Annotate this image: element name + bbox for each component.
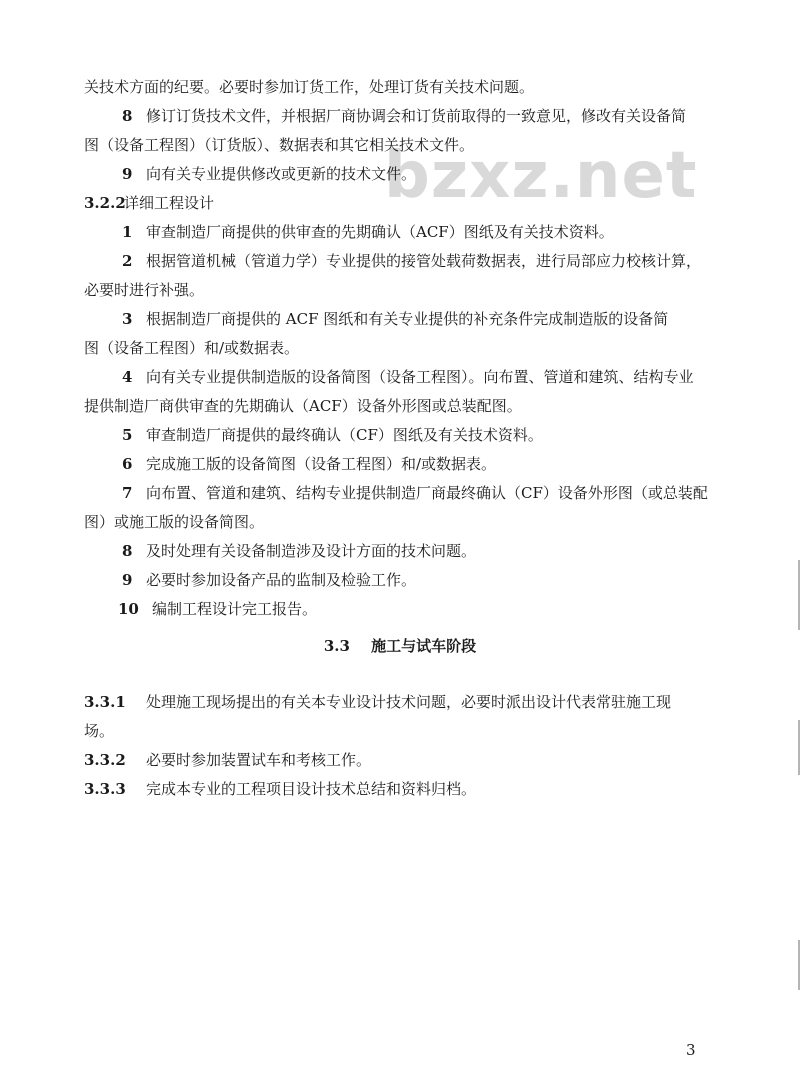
line-text: 审查制造厂商提供的最终确认（CF）图纸及有关技术资料。 [146,426,543,444]
clause-number: 3.3.3 [84,780,126,798]
line-text: 审查制造厂商提供的供审查的先期确认（ACF）图纸及有关技术资料。 [146,223,614,241]
line-text: 编制工程设计完工报告。 [152,600,318,618]
line-text: 必要时进行补强。 [84,281,205,299]
line-text: 场。 [84,722,115,740]
line-text: 及时处理有关设备制造涉及设计方面的技术问题。 [146,542,477,560]
item-number: 5 [122,426,133,444]
line-text: 向布置、管道和建筑、结构专业提供制造厂商最终确认（CF）设备外形图（或总装配 [146,484,708,502]
item-number: 8 [122,107,133,125]
clause-number: 3.2.2 [84,194,126,212]
item-number: 4 [122,368,133,386]
section-heading [0,636,800,656]
line-text: 提供制造厂商供审查的先期确认（ACF）设备外形图或总装配图。 [84,397,522,415]
line-text: 修订订货技术文件，并根据厂商协调会和订货前取得的一致意见，修改有关设备简 [146,107,687,125]
line-text: 必要时参加装置试车和考核工作。 [146,751,372,769]
section-title: 施工与试车阶段 [371,637,477,655]
item-number: 2 [122,252,133,270]
item-number: 7 [122,484,133,502]
clause-number: 3.3.1 [84,693,126,711]
line-text: 图（设备工程图）（订货版）、数据表和其它相关技术文件。 [84,136,475,154]
item-number: 6 [122,455,133,473]
line-text: 向有关专业提供修改或更新的技术文件。 [146,165,417,183]
item-number: 9 [122,165,133,183]
watermark: bzxz.net [384,139,698,213]
line-text: 根据制造厂商提供的 ACF 图纸和有关专业提供的补充条件完成制造版的设备简 [146,310,669,328]
line-text: 图（设备工程图）和/或数据表。 [84,339,300,357]
item-number: 9 [122,571,133,589]
line-text: 图）或施工版的设备简图。 [84,513,265,531]
line-text: 完成施工版的设备简图（设备工程图）和/或数据表。 [146,455,497,473]
line-text: 必要时参加设备产品的监制及检验工作。 [146,571,417,589]
line-text: 根据管道机械（管道力学）专业提供的接管处载荷数据表，进行局部应力校核计算， [146,252,702,270]
line-text: 详细工程设计 [124,194,215,212]
clause-number: 3.3.2 [84,751,126,769]
line-text: 向有关专业提供制造版的设备简图（设备工程图）。向布置、管道和建筑、结构专业 [146,368,694,386]
item-number: 1 [122,223,133,241]
item-number: 10 [118,600,139,618]
line-text: 完成本专业的工程项目设计技术总结和资料归档。 [146,780,477,798]
line-text: 关技术方面的纪要。必要时参加订货工作，处理订货有关技术问题。 [84,78,535,96]
item-number: 8 [122,542,133,560]
section-number: 3.3 [323,637,350,655]
page-number: 3 [686,1041,696,1059]
item-number: 3 [122,310,133,328]
line-text: 处理施工现场提出的有关本专业设计技术问题，必要时派出设计代表常驻施工现 [146,693,672,711]
